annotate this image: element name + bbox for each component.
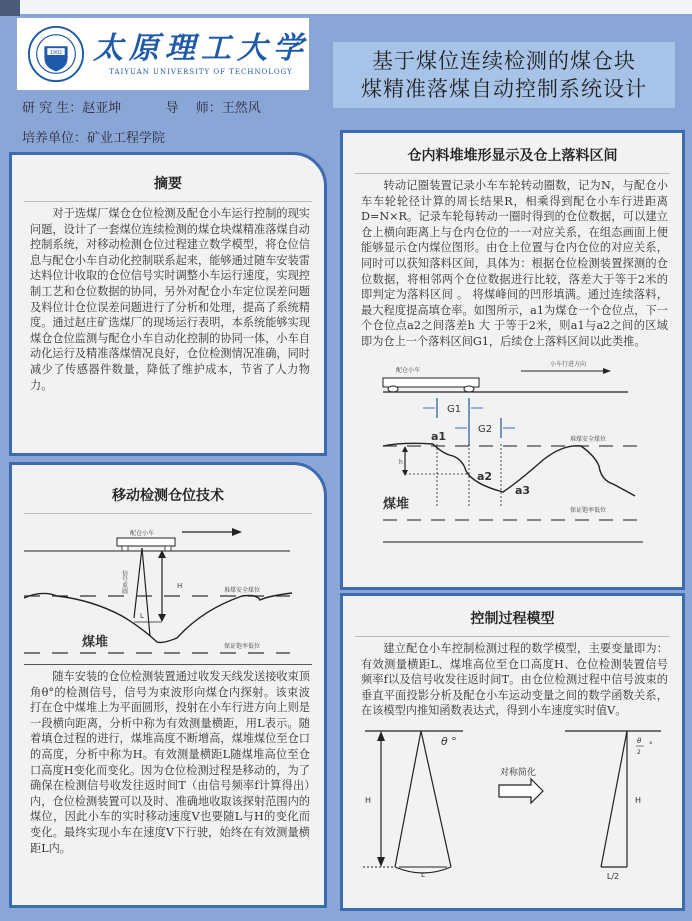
theta-label: θ ° <box>441 734 457 748</box>
divider <box>24 201 312 202</box>
low-level-label: 保证饱率低位 <box>569 506 607 514</box>
direction-arrowhead <box>232 528 242 536</box>
cone-left <box>395 731 421 867</box>
top-bar <box>0 0 692 14</box>
title-line-2: 煤精准落煤自动控制系统设计 <box>361 77 647 101</box>
advisor-name: 王然风 <box>221 101 261 116</box>
a1-label: a1 <box>431 429 447 443</box>
signal-label: 信号束圆 <box>120 570 128 594</box>
abstract-title: 摘要 <box>154 176 182 192</box>
coal-pile-profile <box>24 593 292 643</box>
seal-year: 1902 <box>49 51 63 57</box>
pile-display-panel <box>340 130 685 590</box>
divider <box>24 513 312 514</box>
signal-beam-right <box>142 548 150 636</box>
triangle-hypotenuse <box>601 731 627 867</box>
cone-right <box>421 731 451 867</box>
divider <box>355 636 670 637</box>
control-text: 建立配仓小车控制检测过程的数学模型，主要变量即为：有效测量横距L、煤堆高位至仓口高度H、仓位检测装置信号频率f以及信号收发往返时间T。由仓位检测过程中信号波束的垂直平面投影分析及配仓小车运动变量之间的数学函数关系，在该模型内推知函数表达式，得到小车速度实时值V。 <box>361 642 668 718</box>
author-line <box>22 97 261 116</box>
h-left-label: H <box>365 795 372 805</box>
poster-title <box>333 42 675 108</box>
half-theta-degree: ° <box>649 740 653 749</box>
unit-label: 培养单位： <box>22 131 88 146</box>
a2-label: a2 <box>477 469 493 483</box>
university-name-en: TAIYUAN UNIVERSITY OF TECHNOLOGY <box>109 68 293 76</box>
coal-pile-label: 煤堆 <box>82 635 109 650</box>
coal-pile-profile <box>383 443 635 496</box>
l-label: L <box>140 612 144 620</box>
signal-beam-left <box>134 548 142 618</box>
direction-label: 小车行进方向 <box>549 360 587 368</box>
control-diagram <box>343 723 682 893</box>
title-line-1: 基于煤位连续检测的煤仓块 <box>372 49 636 73</box>
a3-label: a3 <box>515 483 531 497</box>
divider <box>355 173 670 174</box>
g2-label: G2 <box>478 423 493 435</box>
advisor-label: 导 师： <box>165 101 222 116</box>
divider <box>24 664 312 665</box>
unit-line <box>22 127 165 146</box>
moving-title: 移动检测仓位技术 <box>112 488 224 504</box>
safe-level-label: 堆煤安全煤位 <box>223 587 261 594</box>
low-level-label: 保证饱率低位 <box>223 643 261 650</box>
h-label: H <box>177 582 183 590</box>
l-label: L <box>421 870 425 879</box>
h-label: h <box>399 458 403 466</box>
l-half-label: L/2 <box>606 871 620 881</box>
coal-pile-label: 煤堆 <box>383 496 410 512</box>
pile-diagram <box>343 356 682 546</box>
h-right-label: H <box>635 795 642 805</box>
half-theta-numerator: θ <box>637 736 642 745</box>
simplify-arrow-icon <box>499 779 543 803</box>
control-title: 控制过程模型 <box>470 611 555 627</box>
university-logo <box>17 18 309 90</box>
pile-text: 转动记圈装置记录小车车轮转动圈数，记为N，与配仓小车车轮轮径计算的周长结果R，相乘得到配仓小车行进距离D=N×R。记录车轮每转动一圈时得到的仓位数据，可以建立仓上横向距离上与仓内仓位的一一对应关系，在组态画面上便能够显示仓内煤位图形。由仓上位置与仓内仓位的对应关系，同时可以获知落料区间，具体为：根据仓位检测装置探测的仓位数据，将相邻两个仓位数据进行比较，落差大于等于2米的即判定为落料区间 。 将煤峰间的凹形填满。通过连续落料，最大程度提高填仓率。如图所示，a1为煤仓一个仓位点，下一个仓位点a2之间落差h 大 于等于2米，则a1与a2之间的区域即为仓上一个落料区间G1，后续仓上落料区间以此类推。 <box>361 179 668 348</box>
pile-title: 仓内料堆堆形显示及仓上落料区间 <box>407 148 618 164</box>
g1-label: G1 <box>447 403 462 415</box>
moving-detection-diagram <box>12 518 324 658</box>
car-label: 配仓小车 <box>129 530 155 537</box>
moving-text: 随车安装的仓位检测装置通过收发天线发送接收束顶角θ°的检测信号，信号为束波形向煤仓内探射。该束波打在仓中煤堆上为平面圆形，投射在小车行进方向上则是一段横向距离，分析中称为有效测量横距，用L表示。随着填仓过程的进行，煤堆高度不断增高，煤堆煤位至仓口的高度，分析中称为H。有效测量横距L随煤堆高位至仓口高度H变化而变化。因为仓位检测过程是移动的，为了确保在检测信号收发往返时间T（由信号频率f计算得出）内，仓位检测装置可以及时、准确地收取该探射范围内的煤位，因此小车的实时移动速度V也要随L与H的变化而变化。最终实现小车在速度V下行驶，始终在有效测量横距L内。 <box>30 670 310 855</box>
university-seal-icon <box>27 25 85 83</box>
moving-detection-panel <box>9 462 327 908</box>
corner-decoration <box>0 0 20 16</box>
safe-level-label: 堆煤安全煤位 <box>569 435 607 443</box>
abstract-panel <box>9 152 327 456</box>
car-body <box>117 538 175 546</box>
student-name: 赵亚坤 <box>82 101 122 116</box>
car-label: 配仓小车 <box>395 366 421 374</box>
half-theta-denominator: 2 <box>637 748 641 756</box>
unit-name: 矿业工程学院 <box>87 131 166 146</box>
arrow-label: 对称简化 <box>500 767 537 778</box>
control-model-panel <box>340 593 685 911</box>
student-label: 研 究 生： <box>22 101 83 116</box>
car-body <box>383 378 479 387</box>
university-name-cn: 太原理工大学 <box>93 31 309 66</box>
abstract-text: 对于选煤厂煤仓仓位检测及配仓小车运行控制的现实问题，设计了一套煤位连续检测的煤仓块煤精准落煤自动控制系统，对移动检测仓位过程建立数学模型，将仓位信息与配仓小车自动化控制联系起来，能够通过随车安装雷达料位计收取的仓位信号实时调整小车运行速度，实现控制工艺和仓位数据的协同，另外对配仓小车定位误差问题及料位计仓位误差问题进行了分析和处理，提高了系统精度。通过赵庄矿选煤厂的现场运行表明，本系统能够实现煤仓仓位监测与配仓小车自动化控制的协同一体，小车自动化运行及精准落煤情况良好，仓位检测情况准确，同时减少了传感器件数量，降低了维护成本，节省了人力物力。 <box>30 207 310 392</box>
